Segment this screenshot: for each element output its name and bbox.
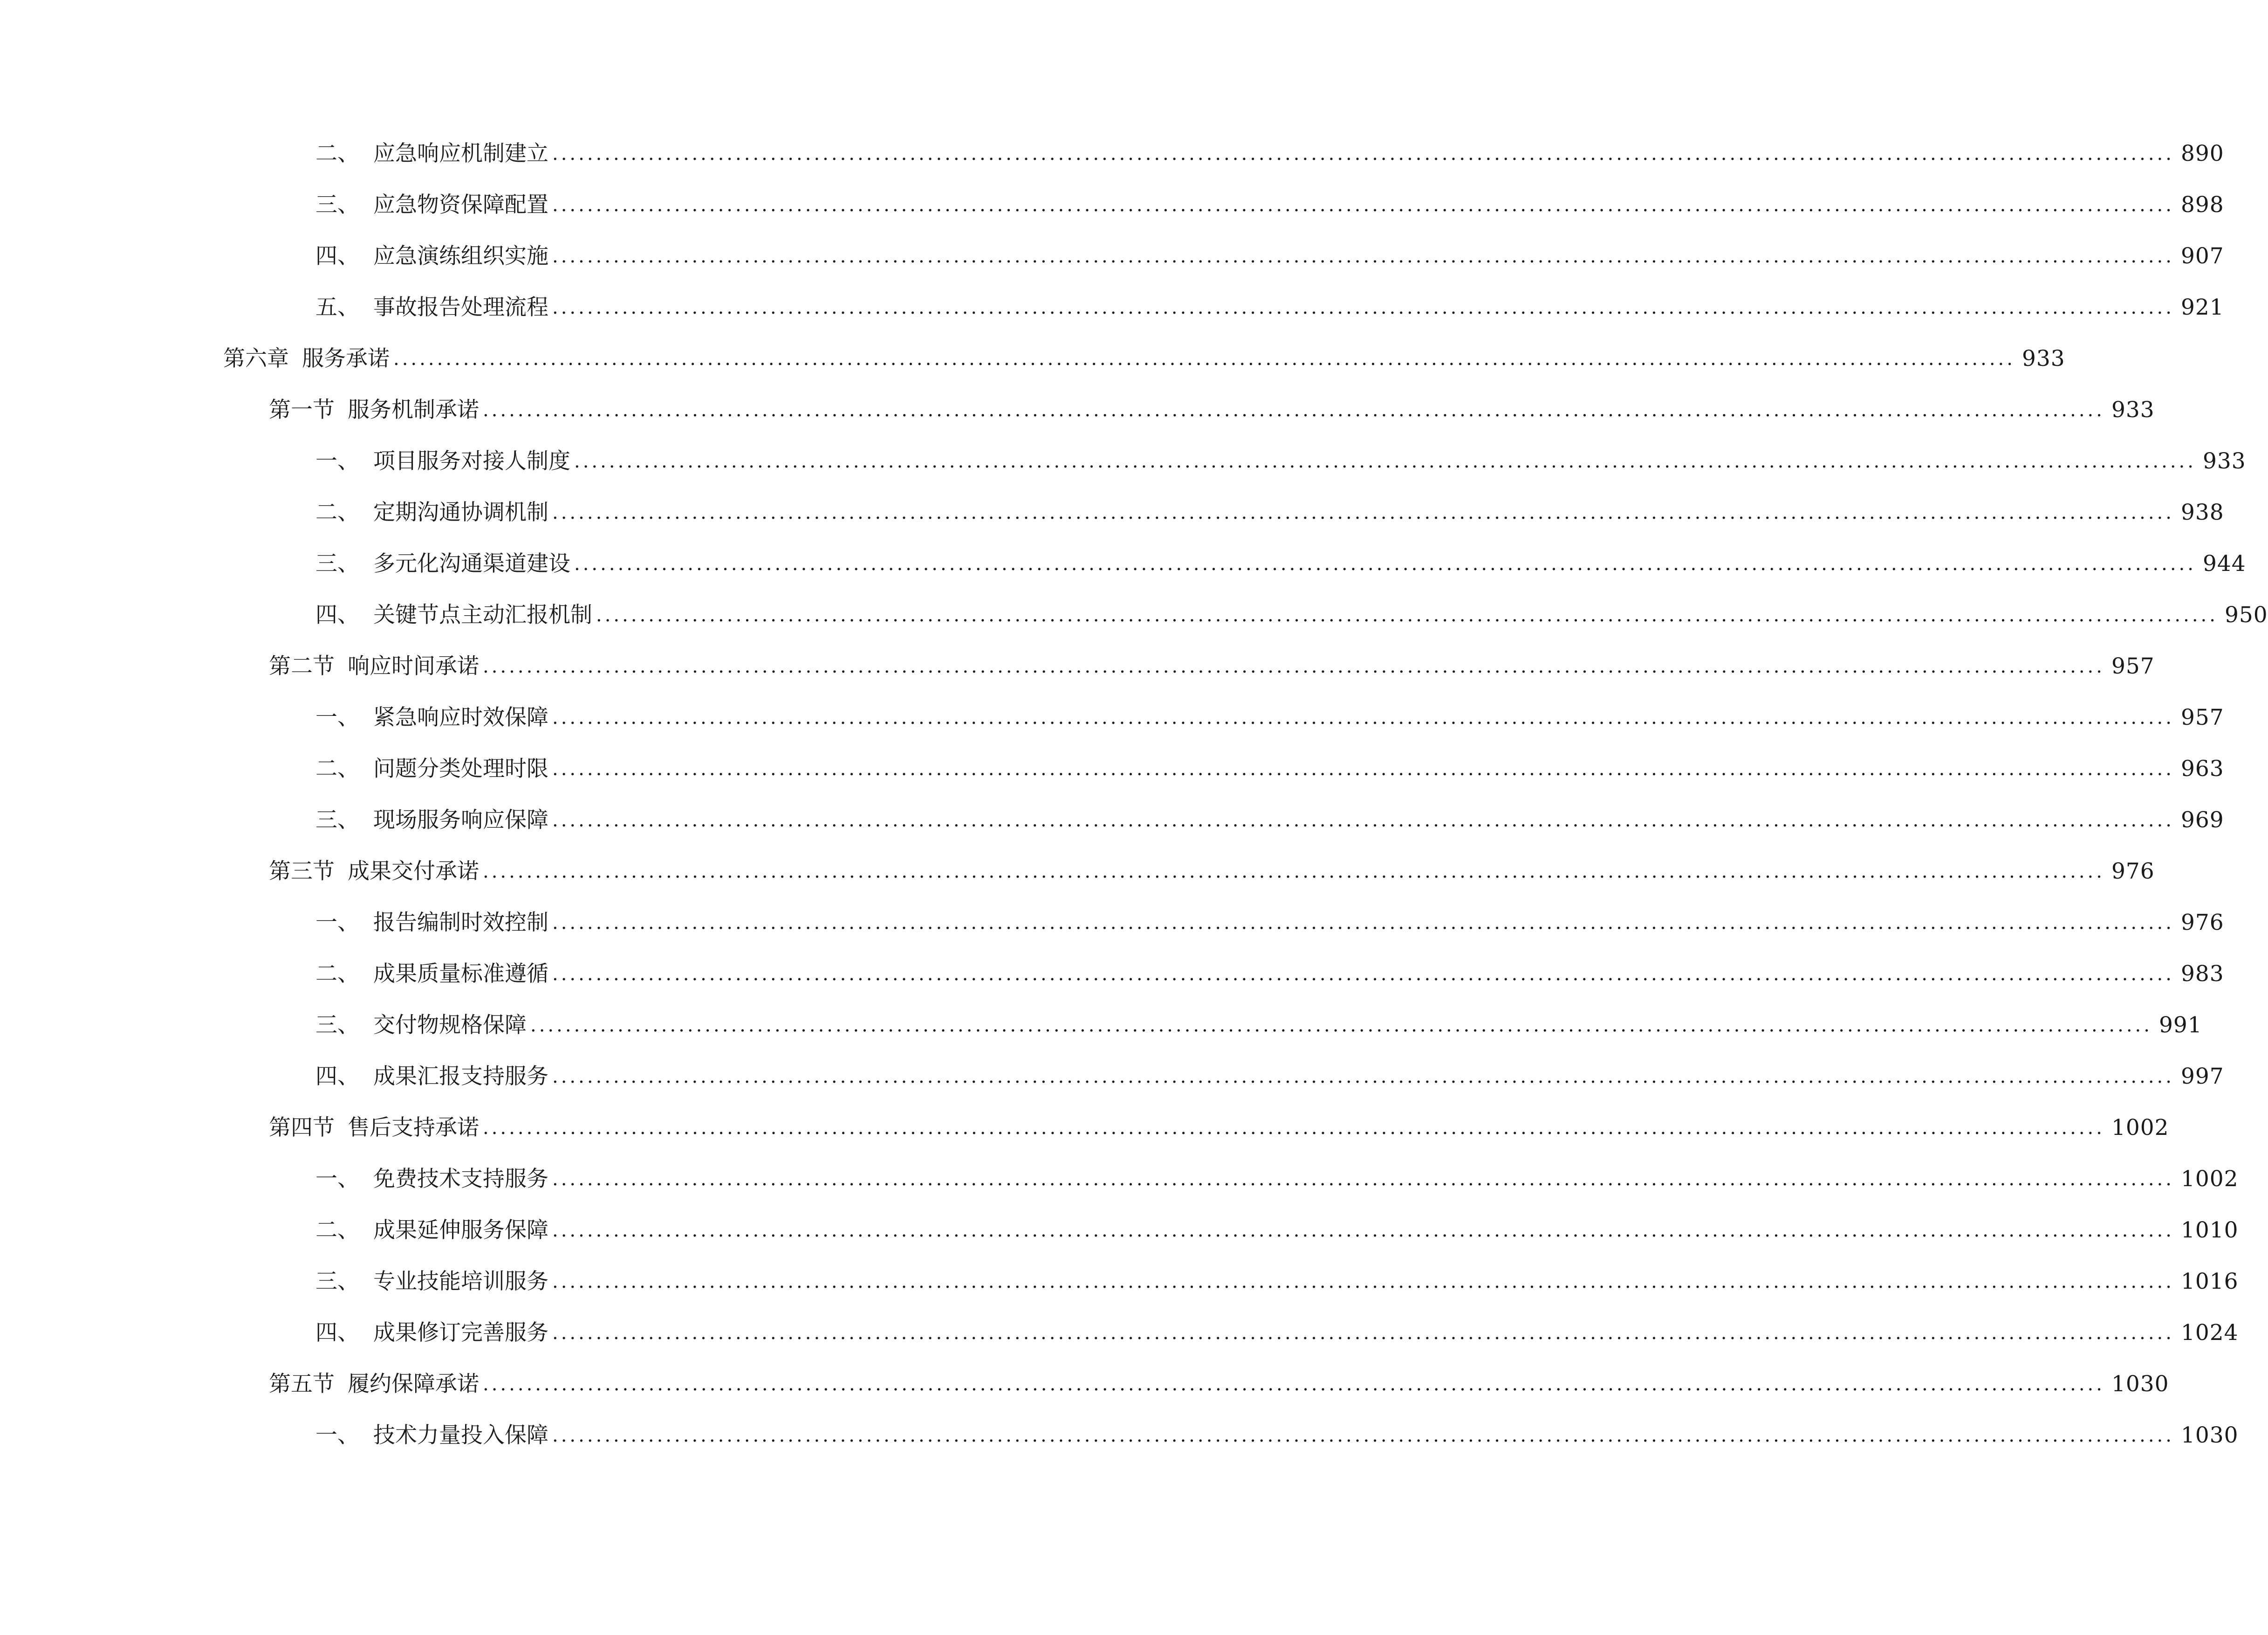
toc-entry-title: 成果交付承诺 — [348, 859, 479, 884]
toc-page-number: 1030 — [2180, 1422, 2239, 1448]
toc-item-entry — [315, 1417, 2239, 1454]
toc-entry-title: 成果延伸服务保障 — [373, 1217, 548, 1243]
toc-page-number: 1024 — [2180, 1320, 2239, 1346]
toc-dot-leader: .......................................................................................................................................................................................... — [552, 194, 2174, 216]
toc-entry-title: 定期沟通协调机制 — [373, 500, 548, 525]
toc-dot-leader: .......................................................................................................................................................................................... — [483, 399, 2105, 421]
toc-entry-title: 专业技能培训服务 — [373, 1269, 548, 1294]
toc-entry-title: 成果汇报支持服务 — [373, 1064, 548, 1089]
toc-entry-number: 二、 — [315, 1217, 359, 1243]
toc-dot-leader: .......................................................................................................................................................................................... — [483, 861, 2105, 882]
toc-entry-number: 第四节 — [269, 1115, 335, 1140]
toc-dot-leader: .......................................................................................................................................................................................... — [483, 1374, 2105, 1395]
toc-entry-number: 三、 — [315, 551, 359, 577]
toc-item-entry — [315, 904, 2224, 941]
toc-entry-number: 一、 — [315, 705, 359, 730]
toc-page-number: 983 — [2180, 961, 2224, 987]
toc-entry-title: 应急演练组织实施 — [373, 243, 548, 269]
toc-page-number: 991 — [2158, 1012, 2202, 1038]
toc-entry-title: 成果质量标准遵循 — [373, 961, 548, 987]
toc-item-entry — [315, 1263, 2239, 1300]
toc-page-number: 1002 — [2180, 1166, 2239, 1192]
toc-dot-leader: .......................................................................................................................................................................................... — [552, 810, 2174, 831]
toc-entry-title: 成果修订完善服务 — [373, 1320, 548, 1346]
toc-page-number: 933 — [2202, 448, 2246, 474]
toc-entry-title: 免费技术支持服务 — [373, 1166, 548, 1192]
toc-entry-title: 应急物资保障配置 — [373, 192, 548, 218]
toc-dot-leader: .......................................................................................................................................................................................... — [552, 246, 2174, 267]
toc-item-entry — [315, 1007, 2202, 1044]
toc-dot-leader: .......................................................................................................................................................................................... — [552, 1271, 2174, 1292]
toc-item-entry — [315, 443, 2246, 480]
toc-item-entry — [315, 494, 2224, 531]
toc-page-number: 997 — [2180, 1064, 2224, 1089]
toc-page-number: 950 — [2224, 602, 2268, 628]
toc-entry-title: 事故报告处理流程 — [373, 295, 548, 320]
toc-dot-leader: .......................................................................................................................................................................................... — [552, 1168, 2174, 1190]
toc-dot-leader: .......................................................................................................................................................................................... — [552, 143, 2174, 165]
toc-entry-title: 报告编制时效控制 — [373, 910, 548, 935]
toc-dot-leader: .......................................................................................................................................................................................... — [552, 1322, 2174, 1344]
toc-entry-title: 交付物规格保障 — [373, 1012, 527, 1038]
toc-dot-leader: .......................................................................................................................................................................................... — [552, 912, 2174, 934]
toc-item-entry — [315, 289, 2224, 326]
toc-item-entry — [315, 597, 2268, 634]
toc-dot-leader: .......................................................................................................................................................................................... — [552, 963, 2174, 985]
toc-dot-leader: .......................................................................................................................................................................................... — [483, 656, 2105, 677]
toc-section-entry — [269, 1109, 2169, 1147]
toc-entry-title: 紧急响应时效保障 — [373, 705, 548, 730]
toc-item-entry — [315, 545, 2246, 583]
toc-section-entry — [269, 392, 2155, 429]
toc-entry-title: 关键节点主动汇报机制 — [373, 602, 592, 628]
toc-chapter-entry — [223, 340, 2065, 378]
toc-dot-leader: .......................................................................................................................................................................................... — [574, 451, 2196, 472]
toc-item-entry — [315, 802, 2224, 839]
toc-dot-leader: .......................................................................................................................................................................................... — [552, 758, 2174, 780]
toc-entry-title: 响应时间承诺 — [348, 653, 479, 679]
toc-entry-number: 一、 — [315, 1422, 359, 1448]
toc-item-entry — [315, 238, 2224, 275]
toc-entry-number: 四、 — [315, 1320, 359, 1346]
toc-entry-number: 三、 — [315, 1269, 359, 1294]
toc-section-entry — [269, 648, 2155, 685]
toc-page-number: 969 — [2180, 807, 2224, 833]
toc-page-number: 938 — [2180, 500, 2224, 525]
toc-dot-leader: .......................................................................................................................................................................................... — [552, 707, 2174, 728]
toc-entry-number: 二、 — [315, 756, 359, 782]
toc-page-number: 1030 — [2111, 1371, 2169, 1397]
toc-dot-leader: .......................................................................................................................................................................................... — [552, 502, 2174, 523]
toc-entry-title: 现场服务响应保障 — [373, 807, 548, 833]
toc-entry-number: 二、 — [315, 141, 359, 166]
toc-entry-title: 多元化沟通渠道建设 — [373, 551, 570, 577]
toc-entry-number: 第六章 — [223, 346, 289, 371]
toc-dot-leader: .......................................................................................................................................................................................... — [596, 605, 2218, 626]
toc-page-number: 907 — [2180, 243, 2224, 269]
toc-dot-leader: .......................................................................................................................................................................................... — [483, 1117, 2105, 1139]
toc-entry-number: 第一节 — [269, 397, 335, 423]
toc-section-entry — [269, 1366, 2169, 1403]
toc-page-number: 957 — [2111, 653, 2155, 679]
toc-page-number: 957 — [2180, 705, 2224, 730]
toc-item-entry — [315, 1058, 2224, 1095]
toc-page-number: 898 — [2180, 192, 2224, 218]
toc-item-entry — [315, 186, 2224, 224]
toc-entry-number: 一、 — [315, 910, 359, 935]
toc-entry-number: 第三节 — [269, 859, 335, 884]
toc-entry-title: 问题分类处理时限 — [373, 756, 548, 782]
toc-entry-number: 五、 — [315, 295, 359, 320]
toc-entry-number: 一、 — [315, 1166, 359, 1192]
toc-entry-title: 项目服务对接人制度 — [373, 448, 570, 474]
toc-item-entry — [315, 750, 2224, 788]
toc-item-entry — [315, 135, 2224, 172]
toc-dot-leader: .......................................................................................................................................................................................... — [552, 1066, 2174, 1087]
toc-item-entry — [315, 1314, 2239, 1352]
toc-entry-number: 二、 — [315, 500, 359, 525]
toc-entry-title: 售后支持承诺 — [348, 1115, 479, 1140]
toc-entry-number: 四、 — [315, 1064, 359, 1089]
toc-entry-number: 三、 — [315, 807, 359, 833]
toc-entry-number: 第二节 — [269, 653, 335, 679]
toc-entry-title: 应急响应机制建立 — [373, 141, 548, 166]
toc-entry-number: 三、 — [315, 1012, 359, 1038]
toc-page-number: 933 — [2021, 346, 2065, 371]
toc-entry-number: 四、 — [315, 602, 359, 628]
toc-dot-leader: .......................................................................................................................................................................................... — [552, 1425, 2174, 1446]
toc-dot-leader: .......................................................................................................................................................................................... — [552, 1220, 2174, 1241]
toc-entry-title: 服务机制承诺 — [348, 397, 479, 423]
toc-entry-number: 第五节 — [269, 1371, 335, 1397]
toc-item-entry — [315, 1161, 2239, 1198]
toc-page-number: 963 — [2180, 756, 2224, 782]
toc-dot-leader: .......................................................................................................................................................................................... — [552, 297, 2174, 318]
toc-page-number: 944 — [2202, 551, 2246, 577]
toc-entry-number: 三、 — [315, 192, 359, 218]
toc-entry-title: 技术力量投入保障 — [373, 1422, 548, 1448]
toc-item-entry — [315, 699, 2224, 736]
toc-entry-title: 服务承诺 — [302, 346, 390, 371]
toc-page-number: 976 — [2111, 859, 2155, 884]
toc-entry-number: 二、 — [315, 961, 359, 987]
toc-page-number: 933 — [2111, 397, 2155, 423]
toc-entry-number: 四、 — [315, 243, 359, 269]
toc-page-number: 1010 — [2180, 1217, 2239, 1243]
toc-dot-leader: .......................................................................................................................................................................................... — [574, 553, 2196, 575]
toc-dot-leader: .......................................................................................................................................................................................... — [393, 348, 2015, 370]
toc-page-number: 1002 — [2111, 1115, 2169, 1140]
toc-page-number: 921 — [2180, 295, 2224, 320]
toc-item-entry — [315, 1212, 2239, 1249]
toc-entry-title: 履约保障承诺 — [348, 1371, 479, 1397]
toc-dot-leader: .......................................................................................................................................................................................... — [530, 1015, 2152, 1036]
toc-page-number: 890 — [2180, 141, 2224, 166]
toc-page-number: 1016 — [2180, 1269, 2239, 1294]
toc-item-entry — [315, 955, 2224, 993]
toc-entry-number: 一、 — [315, 448, 359, 474]
toc-section-entry — [269, 853, 2155, 890]
toc-page-number: 976 — [2180, 910, 2224, 935]
